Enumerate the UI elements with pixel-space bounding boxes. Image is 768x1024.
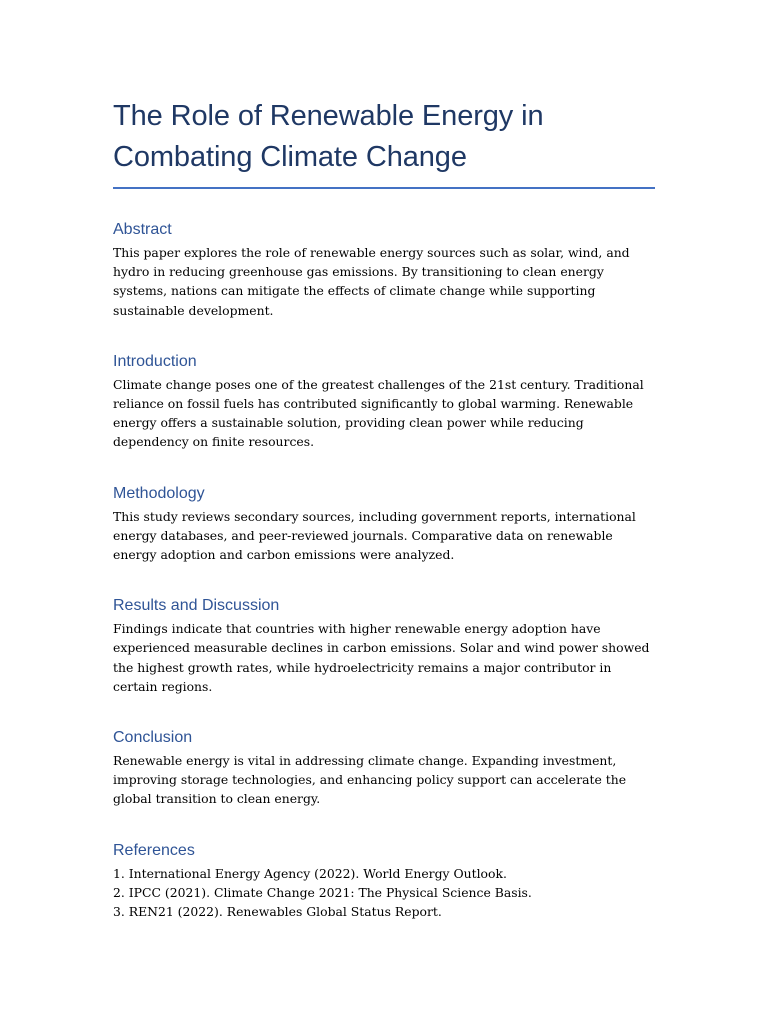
section-introduction <box>113 352 655 452</box>
section-references <box>113 841 655 922</box>
section-results-discussion <box>113 596 655 696</box>
section-heading-abstract: Abstract <box>113 221 172 238</box>
section-heading-results-discussion: Results and Discussion <box>113 597 280 615</box>
reference-item: 1. International Energy Agency (2022). World Energy Outlook. <box>113 865 507 881</box>
section-conclusion <box>113 728 655 809</box>
document-title <box>113 96 655 187</box>
section-body-abstract: This paper explores the role of renewable energy sources such as solar, wind, and hydro in reducing greenhouse gas emissions. By transitioning to clean energy systems, nations can mitigate the effects of climate change while supporting sustainable development. <box>113 245 630 318</box>
document-page <box>113 96 655 921</box>
document-title-line-2: Combating Climate Change <box>113 141 467 173</box>
section-methodology <box>113 484 655 565</box>
section-body-introduction: Climate change poses one of the greatest challenges of the 21st century. Traditional reliance on fossil fuels has contributed significantly to global warming. Renewable energy offers a sustainable solution, providing clean power while reducing dependency on finite resources. <box>113 376 644 450</box>
reference-item: 2. IPCC (2021). Climate Change 2021: The Physical Science Basis. <box>113 884 532 900</box>
section-heading-references: References <box>113 841 195 859</box>
section-body-conclusion: Renewable energy is vital in addressing climate change. Expanding investment, improving storage technologies, and enhancing policy support can accelerate the global transition to clean energy. <box>113 753 627 807</box>
section-abstract <box>113 220 655 320</box>
section-heading-introduction: Introduction <box>113 352 197 370</box>
section-body-methodology: This study reviews secondary sources, including government reports, international energy databases, and peer-reviewed journals. Comparative data on renewable energy adoption and carbon emissions were analyzed. <box>113 508 636 563</box>
reference-list <box>113 864 655 922</box>
title-underline-rule <box>113 187 655 189</box>
document-title-line-1: The Role of Renewable Energy in <box>113 100 544 132</box>
section-body-results-discussion: Findings indicate that countries with higher renewable energy adoption have experienced measurable declines in carbon emissions. Solar and wind power showed the highest growth rates, while hydroelectricity remains a major contributor in certain regions. <box>113 621 650 694</box>
section-heading-conclusion: Conclusion <box>113 729 193 747</box>
reference-item: 3. REN21 (2022). Renewables Global Status Report. <box>113 904 442 920</box>
section-heading-methodology: Methodology <box>113 484 205 502</box>
